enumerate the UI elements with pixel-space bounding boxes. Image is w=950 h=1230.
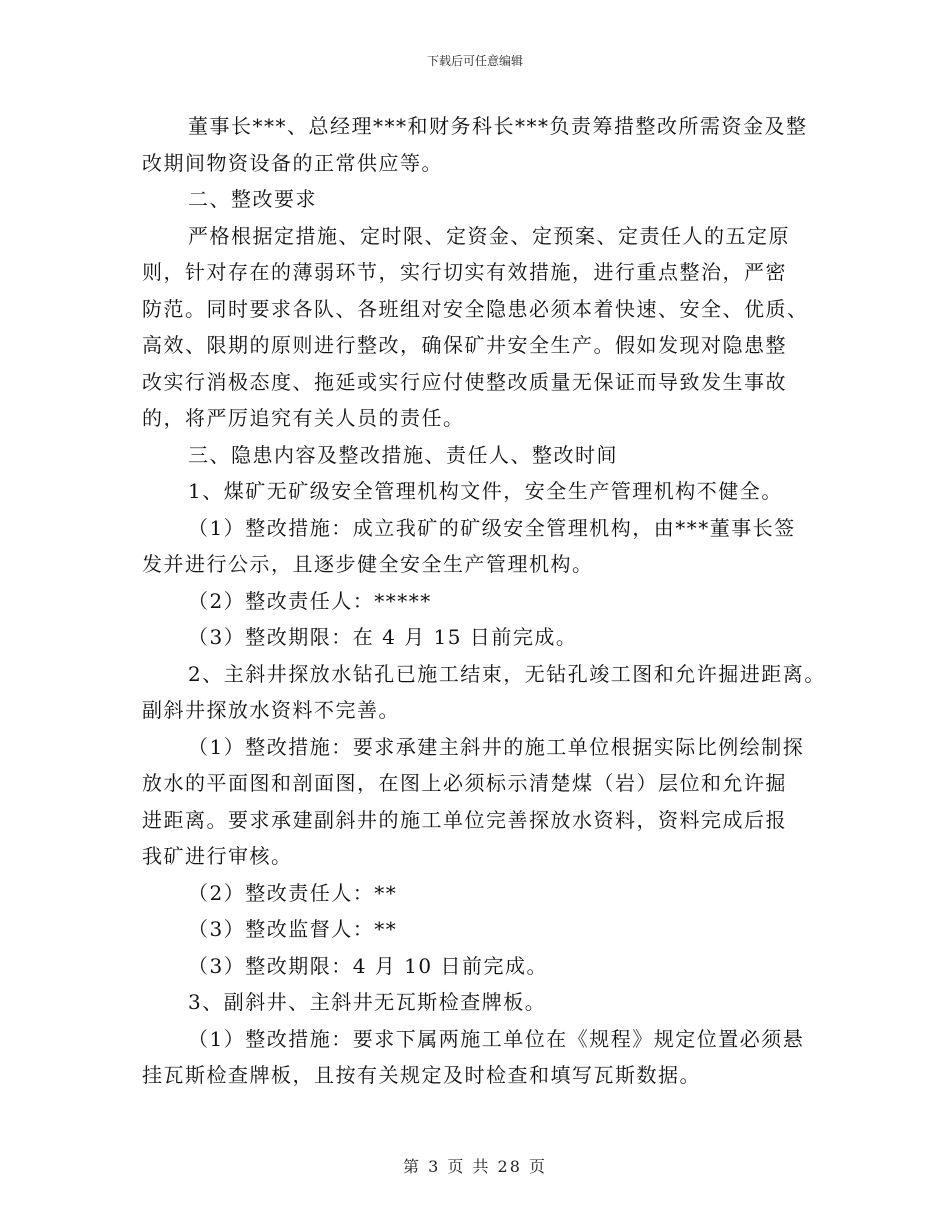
paragraph-line: （1）整改措施：成立我矿的矿级安全管理机构，由***董事长签: [188, 515, 796, 540]
paragraph-line: 3、副斜井、主斜井无瓦斯检查牌板。: [188, 990, 547, 1014]
paragraph-line: 三、隐患内容及整改措施、责任人、整改时间: [188, 442, 618, 467]
paragraph-line: 防范。同时要求各队、各班组对安全隐患必须本着快速、安全、优质、: [142, 296, 809, 321]
paragraph-line: （3）整改监督人：**: [188, 917, 398, 941]
paragraph: [142, 948, 832, 985]
paragraph: [142, 911, 832, 948]
paragraph-line: 董事长***、总经理***和财务科长***负责筹措整改所需资金及整: [188, 114, 808, 138]
paragraph: [142, 729, 832, 875]
paragraph-line: 改实行消极态度、拖延或实行应付使整改质量无保证而导致发生事故: [142, 369, 787, 394]
paragraph-line: 放水的平面图和剖面图，在图上必须标示清楚煤（岩）层位和允许掘: [142, 771, 787, 795]
paragraph-line: （2）整改责任人：**: [188, 880, 398, 905]
paragraph-line: 严格根据定措施、定时限、定资金、定预案、定责任人的五定原: [188, 223, 790, 248]
page-header: 下载后可任意编辑: [426, 54, 523, 68]
paragraph: [142, 510, 832, 583]
paragraph-line: 则，针对存在的薄弱环节，实行切实有效措施，进行重点整治，严密: [142, 260, 787, 284]
paragraph: [142, 619, 832, 656]
paragraph-line: （1）整改措施：要求下属两施工单位在《规程》规定位置必须悬: [188, 1026, 805, 1051]
paragraph-line: （3）整改期限：在 4 月 15 日前完成。: [188, 625, 578, 649]
paragraph-line: （2）整改责任人：*****: [188, 588, 432, 613]
paragraph-line: 挂瓦斯检查牌板，且按有关规定及时检查和填写瓦斯数据。: [142, 1063, 701, 1087]
paragraph-line: 高效、限期的原则进行整改，确保矿井安全生产。假如发现对隐患整: [142, 333, 787, 357]
paragraph: [142, 437, 832, 474]
paragraph-line: 的，将严厉追究有关人员的责任。: [142, 406, 465, 430]
paragraph-line: 进距离。要求承建副斜井的施工单位完善探放水资料，资料完成后报: [142, 807, 787, 832]
paragraph-line: 二、整改要求: [188, 187, 317, 211]
document-body: [142, 108, 832, 1094]
paragraph: [142, 1021, 832, 1094]
paragraph: [142, 181, 832, 218]
paragraph: [142, 583, 832, 620]
paragraph-line: 副斜井探放水资料不完善。: [142, 698, 400, 722]
paragraph: [142, 218, 832, 437]
paragraph-line: 2、主斜井探放水钻孔已施工结束，无钻孔竣工图和允许掘进距离。: [188, 661, 826, 686]
paragraph-line: 1、煤矿无矿级安全管理机构文件，安全生产管理机构不健全。: [188, 479, 783, 503]
paragraph: [142, 875, 832, 912]
paragraph: [142, 984, 832, 1021]
paragraph: [142, 656, 832, 729]
paragraph: [142, 108, 832, 181]
paragraph-line: 改期间物资设备的正常供应等。: [142, 150, 443, 175]
page-footer: 第 3 页 共 28 页: [403, 1157, 547, 1176]
paragraph-line: 发并进行公示，且逐步健全安全生产管理机构。: [142, 552, 594, 576]
paragraph-line: （1）整改措施：要求承建主斜井的施工单位根据实际比例绘制探: [188, 734, 805, 759]
paragraph-line: 我矿进行审核。: [142, 844, 293, 868]
paragraph-line: （3）整改期限：4 月 10 日前完成。: [188, 953, 548, 978]
paragraph: [142, 473, 832, 510]
